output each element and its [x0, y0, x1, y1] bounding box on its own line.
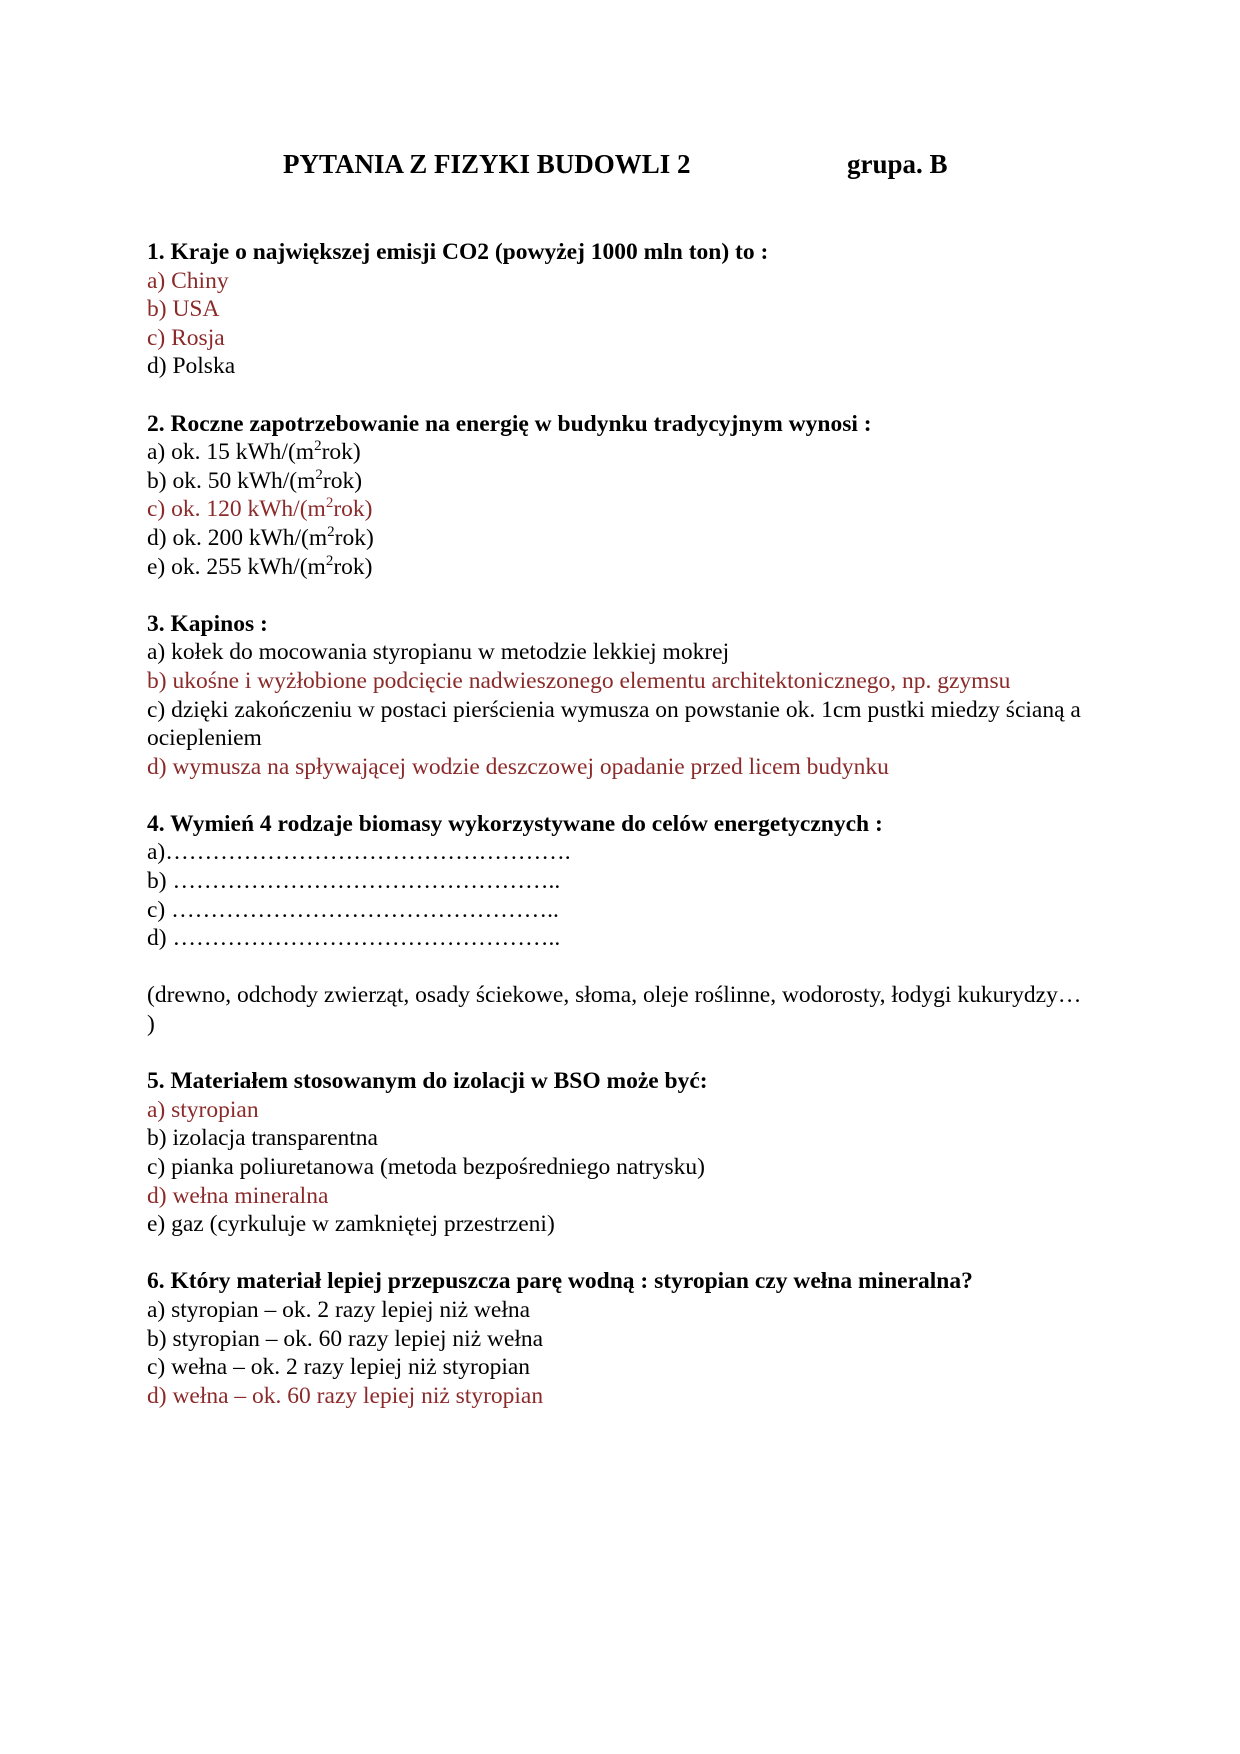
answer-3c: c) dzięki zakończeniu w postaci pierścienia wymusza on powstanie ok. 1cm pustki miedzy ścianą a ociepleniem — [147, 696, 1081, 752]
answer-6a: a) styropian – ok. 2 razy lepiej niż wełna — [147, 1296, 531, 1323]
question-3-text: 3. Kapinos : — [147, 610, 268, 637]
answer-note: (drewno, odchody zwierząt, osady ściekowe, słoma, oleje roślinne, wodorosty, łodygi kukurydzy… ) — [147, 982, 1082, 1038]
answer-3a: a) kołek do mocowania styropianu w metodzie lekkiej mokrej — [147, 639, 730, 666]
answer-5e: e) gaz (cyrkuluje w zamkniętej przestrzeni) — [147, 1211, 555, 1238]
question-1-text: 1. Kraje o największej emisji CO2 (powyżej 1000 mln ton) to : — [147, 239, 769, 265]
answer-3b: b) ukośne i wyżłobione podcięcie nadwieszonego elementu architektonicznego, np. gzymsu — [147, 667, 1011, 694]
question-4-text: 4. Wymień 4 rodzaje biomasy wykorzystywane do celów energetycznych : — [147, 810, 883, 837]
question-1 — [147, 238, 1087, 381]
unit-suffix: rok) — [334, 524, 374, 551]
answer-2d-value: d) ok. 200 kWh/(m — [147, 524, 328, 551]
answer-2d — [147, 524, 1087, 553]
answer-2b — [147, 467, 1087, 496]
exponent: 2 — [314, 438, 322, 455]
exponent: 2 — [325, 495, 334, 512]
question-6-text: 6. Który materiał lepiej przepuszcza parę wodną : styropian czy wełna mineralna? — [147, 1268, 973, 1295]
blank-4d: d) ………………………………………….. — [147, 925, 561, 952]
answer-5c: c) pianka poliuretanowa (metoda bezpośredniego natrysku) — [147, 1154, 705, 1180]
question-5-text: 5. Materiałem stosowanym do izolacji w BSO może być: — [147, 1068, 708, 1095]
answer-2c — [147, 495, 1087, 524]
unit-suffix: rok) — [333, 496, 373, 523]
unit-suffix: rok) — [321, 439, 361, 466]
page-title: PYTANIA Z FIZYKI BUDOWLI 2 — [283, 149, 691, 179]
answer-2e-value: e) ok. 255 kWh/(m — [147, 553, 326, 580]
answer-2b-value: b) ok. 50 kWh/(m — [147, 467, 316, 494]
answer-2e — [147, 553, 1087, 582]
answer-5a: a) styropian — [147, 1096, 259, 1123]
answer-6d: d) wełna – ok. 60 razy lepiej niż styropian — [147, 1382, 544, 1409]
question-5 — [147, 1067, 1087, 1239]
blank-4c: c) ………………………………………….. — [147, 896, 559, 923]
answer-2a-value: a) ok. 15 kWh/(m — [147, 439, 315, 466]
exponent: 2 — [327, 523, 335, 540]
answer-1b: b) USA — [147, 296, 220, 323]
unit-suffix: rok) — [333, 553, 373, 580]
answer-6c: c) wełna – ok. 2 razy lepiej niż styropian — [147, 1354, 531, 1381]
question-2 — [147, 410, 1087, 582]
answer-2c-value: c) ok. 120 kWh/(m — [147, 496, 326, 523]
question-3 — [147, 610, 1087, 782]
answer-1a: a) Chiny — [147, 267, 229, 294]
answer-2a — [147, 438, 1087, 467]
blank-4a: a)……………………………………………. — [147, 839, 571, 866]
answer-5d: d) wełna mineralna — [147, 1182, 329, 1209]
question-2-text: 2. Roczne zapotrzebowanie na energię w budynku tradycyjnym wynosi : — [147, 410, 872, 437]
answer-3d: d) wymusza na spływającej wodzie deszczowej opadanie przed licem budynku — [147, 753, 889, 780]
blank-4b: b) ………………………………………….. — [147, 868, 561, 895]
questions-list — [147, 238, 1087, 1439]
group-label: grupa. B — [847, 149, 948, 179]
answer-5b: b) izolacja transparentna — [147, 1125, 378, 1152]
question-4 — [147, 810, 1087, 1039]
answer-1d: d) Polska — [147, 353, 236, 380]
exponent: 2 — [315, 466, 323, 483]
answer-6b: b) styropian – ok. 60 razy lepiej niż wełna — [147, 1325, 544, 1352]
exponent: 2 — [325, 552, 334, 569]
answer-1c: c) Rosja — [147, 324, 225, 351]
unit-suffix: rok) — [322, 467, 363, 494]
question-6 — [147, 1267, 1087, 1410]
